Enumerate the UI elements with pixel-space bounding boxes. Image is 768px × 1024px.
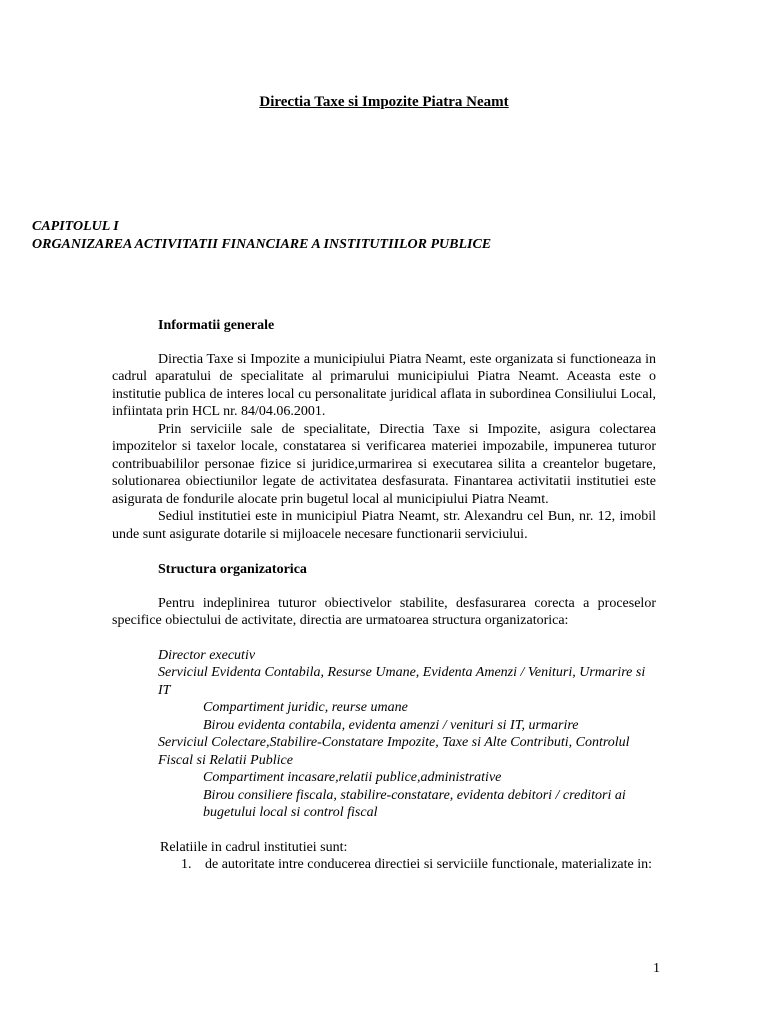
relations-intro: Relatiile in cadrul institutiei sunt: (160, 839, 348, 855)
org-director: Director executiv (158, 647, 256, 663)
org-service-2-compartment: Compartiment incasare,relatii publice,administrative (203, 770, 502, 785)
document-title: Directia Taxe si Impozite Piatra Neamt (259, 94, 509, 110)
org-service-1-compartment: Compartiment juridic, reurse umane (203, 700, 408, 715)
org-service-1-office: Birou evidenta contabila, evidenta amenzi / venituri si IT, urmarire (203, 717, 579, 733)
paragraph-general-1: Directia Taxe si Impozite a municipiului Piatra Neamt, este organizata si functioneaza in cadrul aparatului de specialitate al primarului municipiului Piatra Neamt. Aceasta este o institutie publica de interes local cu personalitate juridical aflata in subordinea Consiliului Local, infiintata prin HCL nr. 84/04.06.2001. (112, 351, 656, 419)
org-structure-list (112, 647, 656, 822)
section-heading-general-info: Informatii generale (158, 318, 275, 333)
org-service-2-office: Birou consiliere fiscala, stabilire-constatare, evidenta debitori / creditori ai bugetului local si control fiscal (203, 787, 626, 820)
page-number: 1 (653, 961, 660, 976)
chapter-name: ORGANIZAREA ACTIVITATII FINANCIARE A INSTITUTIILOR PUBLICE (32, 237, 492, 252)
org-service-2: Serviciul Colectare,Stabilire-Constatare Impozite, Taxe si Alte Contributi, Controlul Fiscal si Relatii Publice (158, 735, 630, 768)
chapter-number: CAPITOLUL I (32, 219, 119, 234)
chapter-heading (32, 218, 732, 254)
section-heading-structure: Structura organizatorica (158, 562, 307, 577)
relations-item-number: 1. (181, 857, 192, 872)
relations-list-item (112, 856, 656, 874)
paragraph-structure-intro: Pentru indeplinirea tuturor obiectivelor stabilite, desfasurarea corecta a proceselor specifice obiectului de activitate, directia are urmatoarea structura organizatorica: (112, 595, 656, 628)
relations-item-text: de autoritate intre conducerea directiei si serviciile functionale, materializate in: (205, 857, 653, 872)
org-service-1: Serviciul Evidenta Contabila, Resurse Umane, Evidenta Amenzi / Venituri, Urmarire si IT (158, 665, 646, 698)
paragraph-general-3: Sediul institutiei este in municipiul Piatra Neamt, str. Alexandru cel Bun, nr. 12, imobil unde sunt asigurate dotarile si mijloacele necesare functionarii serviciului. (112, 509, 656, 542)
document-body (112, 317, 656, 874)
paragraph-general-2: Prin serviciile sale de specialitate, Directia Taxe si Impozite, asigura colectarea impozitelor si taxelor locale, constatarea si verificarea materiei impozabile, impunerea tuturor contribuabililor personae fizice si juridice,urmarirea si executarea silita a creantelor bugetare, solutionarea obiectiunilor legate de activitatea desfasurata. Finantarea activitatii institutiei este asigurata de fondurile alocate prin bugetul local al municipiului Piatra Neamt. (112, 421, 656, 507)
